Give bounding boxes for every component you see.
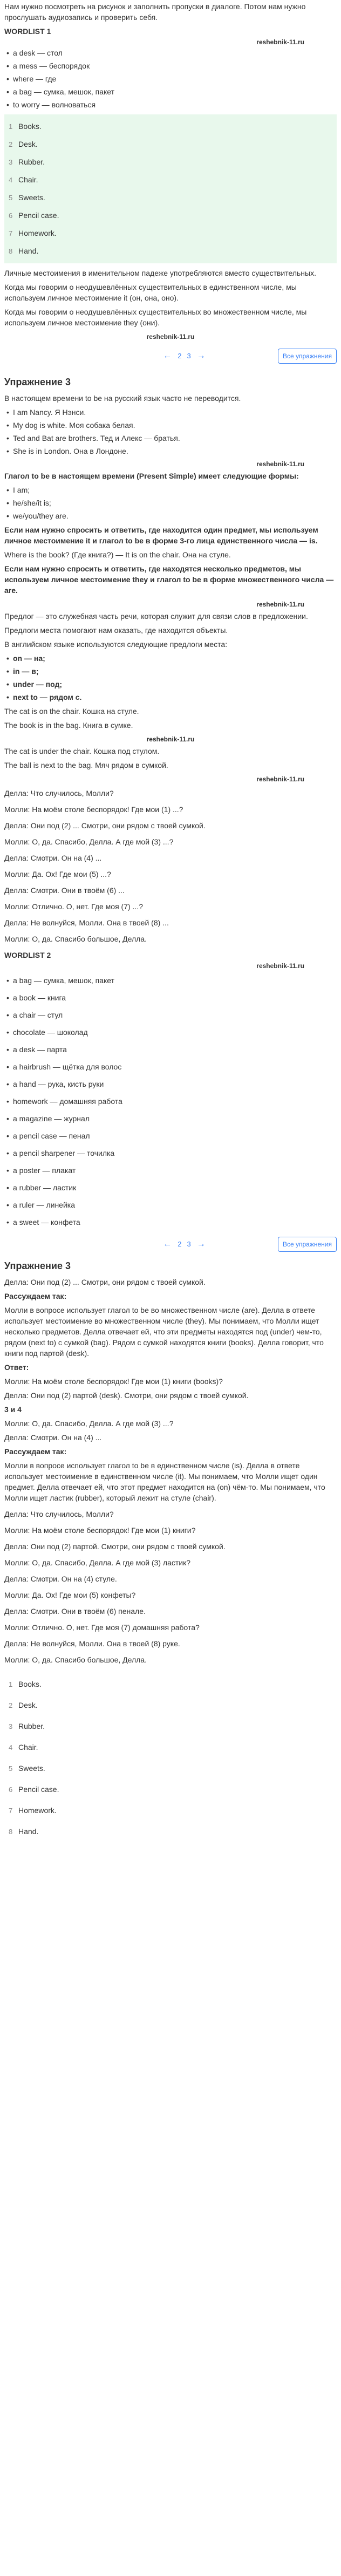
- dialogue-line: Молли: Отлично. О, нет. Где моя (7) ...?: [4, 902, 143, 911]
- dialogue-line: Делла: Смотри. Он на (4) ...: [4, 854, 102, 862]
- dialogue-line: Делла: Смотри. Он на (4) ...: [4, 1433, 102, 1442]
- dialogue-line: Молли: О, да. Спасибо, Делла. А где мой (3) ...?: [4, 1419, 174, 1428]
- prep-definition: Предлоги места помогают нам оказать, где находится объекты.: [4, 626, 228, 635]
- list-item: • a chair — стул: [4, 1009, 337, 1021]
- dialogue-line: Молли: О, да. Спасибо большое, Делла.: [4, 1655, 147, 1664]
- list-item: • a hairbrush — щётка для волос: [4, 1061, 337, 1073]
- answers-box-1: [4, 114, 337, 263]
- page-link-3[interactable]: 3: [187, 1240, 191, 1248]
- watermark: reshebnik-11.ru: [256, 775, 304, 783]
- pager-nav: [162, 1239, 206, 1250]
- dialogue-line: Молли: На моём столе беспорядок! Где мои (1) ...?: [4, 805, 183, 814]
- answer-row: 1 Books.: [9, 1680, 42, 1688]
- answer-row: 5 Sweets.: [9, 193, 45, 202]
- watermark: reshebnik-11.ru: [256, 460, 304, 468]
- prep-example: The cat is under the chair. Кошка под стулом.: [4, 747, 160, 755]
- dialogue-line: Делла: Смотри. Они в твоём (6) ...: [4, 886, 125, 895]
- list-item: • a magazine — журнал: [4, 1113, 337, 1125]
- list-item: • a sweet — конфета: [4, 1216, 337, 1228]
- dialogue-line: Делла: Что случилось, Молли?: [4, 789, 114, 798]
- dialogue-line: Делла: Не волнуйся, Молли. Она в твоей (8) руке.: [4, 1639, 180, 1648]
- reasoning-text: Молли в вопросе использует глагол to be в единственном числе (is). Делла в ответе использует местоимение в единственном числе (it). Мы понимаем, что Молли ищет один предмет. Делла отвечает ей, что этот предмет находится на (on) чём-то. Мы понимаем, что Молли ищет ластик (rubber), который лежит на стуле (chair).: [4, 1461, 325, 1502]
- reasoning-text: Молли в вопросе использует глагол to be во множественном числе (are). Делла в ответе использует местоимение во множественном числе (they). Мы понимаем, что Молли ищет несколько предметов. Делла отвечает ей, что эти предметы находятся под (under) чем-то, рядом (next to) с сумкой (bag). Рядом с сумкой находятся книги (books). Делла говорит, что книги под партой (desk).: [4, 1306, 324, 1358]
- page-link-3[interactable]: 3: [187, 352, 191, 360]
- all-exercises-button[interactable]: Все упражнения: [278, 349, 337, 364]
- reasoning-title: Рассуждаем так:: [4, 1447, 67, 1456]
- dialogue-line: Молли: Отлично. О, нет. Где моя (7) домашняя работа?: [4, 1623, 200, 1632]
- answers-box-2: [4, 1671, 337, 1845]
- answer-line: Делла: Они под (2) партой (desk). Смотри, они рядом с твоей сумкой.: [4, 1391, 249, 1400]
- dialogue-line: Делла: Они под (2) ... Смотри, они рядом с твоей сумкой.: [4, 821, 206, 830]
- list-item: • a poster — плакат: [4, 1164, 337, 1176]
- dialogue-line: Делла: Они под (2) ... Смотри, они рядом с твоей сумкой.: [4, 1278, 206, 1286]
- dialogue-line: Молли: О, да. Спасибо, Делла. А где мой (3) ...?: [4, 837, 174, 846]
- prep-example: The book is in the bag. Книга в сумке.: [4, 721, 133, 730]
- next-arrow-icon[interactable]: →: [196, 1239, 206, 1249]
- page-link-2[interactable]: 2: [178, 352, 182, 360]
- list-item: • we/you/they are.: [4, 510, 337, 521]
- answer-row: 6 Pencil case.: [9, 211, 59, 220]
- list-item: • a mess — беспорядок: [4, 60, 337, 71]
- answer-row: 3 Rubber.: [9, 1722, 45, 1730]
- answer-row: 2 Desk.: [9, 1701, 38, 1709]
- prep-list: [4, 653, 337, 703]
- list-item: • a pencil sharpener — точилка: [4, 1147, 337, 1159]
- dialogue-line: Делла: Не волнуйся, Молли. Она в твоей (8) ...: [4, 918, 169, 927]
- answer-row: 1 Books.: [9, 122, 42, 131]
- list-item: • I am Nancy. Я Нэнси.: [4, 407, 337, 418]
- answer-row: 7 Homework.: [9, 229, 57, 237]
- dialogue-line: Делла: Они под (2) партой. Смотри, они рядом с твоей сумкой.: [4, 1542, 226, 1551]
- wordlist-1: [4, 47, 337, 110]
- all-exercises-button[interactable]: Все упражнения: [278, 1237, 337, 1252]
- page: [0, 1, 341, 2576]
- watermark: reshebnik-11.ru: [256, 601, 304, 608]
- list-item: • homework — домашняя работа: [4, 1095, 337, 1107]
- list-item: • a bag — сумка, мешок, пакет: [4, 86, 337, 97]
- list-item: • next to — рядом с.: [4, 692, 337, 703]
- pagination-middle: [4, 1234, 337, 1255]
- list-item: • My dog is white. Моя собака белая.: [4, 420, 337, 431]
- answer-row: 6 Pencil case.: [9, 1785, 59, 1794]
- rule-text: Когда мы говорим о неодушевлённых существительных во множественном числе, мы используем личное местоимение they (они).: [4, 308, 307, 327]
- intro-text: В настоящем времени to be на русский язык часто не переводится.: [4, 394, 241, 403]
- rule-text: Когда мы говорим о неодушевлённых существительных в единственном числе, мы используем личное местоимение it (он, она, оно).: [4, 283, 297, 302]
- list-item: • on — на;: [4, 653, 337, 664]
- watermark: reshebnik-11.ru: [256, 38, 304, 46]
- prep-example: The cat is on the chair. Кошка на стуле.: [4, 707, 139, 715]
- answer-row: 2 Desk.: [9, 140, 38, 148]
- answer-title: Ответ:: [4, 1363, 29, 1372]
- rule-text: Если нам нужно спросить и ответить, где находится один предмет, мы используем личное местоимение it и глагол to be в форме 3-го лица единственного числа — is.: [4, 526, 318, 545]
- list-item: • a desk — парта: [4, 1044, 337, 1055]
- answer-line: Молли: На моём столе беспорядок! Где мои (1) книги (books)?: [4, 1377, 223, 1386]
- pager-nav: [162, 351, 206, 362]
- prep-list-title: В английском языке используются следующие предлоги места:: [4, 640, 228, 649]
- list-item: • She is in London. Она в Лондоне.: [4, 446, 337, 456]
- rule-text: Если нам нужно спросить и ответить, где находятся несколько предметов, мы используем личное местоимение they и глагол to be в форме множественного числа — are.: [4, 564, 334, 595]
- watermark: reshebnik-11.ru: [256, 962, 304, 970]
- exercise-title: Упражнение 3: [4, 1260, 71, 1271]
- wordlist-2-title: WORDLIST 2: [4, 951, 51, 959]
- dialogue-line: Молли: О, да. Спасибо большое, Делла.: [4, 935, 147, 943]
- watermark: reshebnik-11.ru: [146, 735, 195, 743]
- list-item: • a pencil case — пенал: [4, 1130, 337, 1142]
- dialogue-line: Молли: О, да. Спасибо, Делла. А где мой (3) ластик?: [4, 1558, 190, 1567]
- rule-text: Личные местоимения в именительном падеже употребляются вместо существительных.: [4, 269, 316, 277]
- list-item: • in — в;: [4, 666, 337, 677]
- exercise-title: Упражнение 3: [4, 377, 71, 387]
- dialogue-line: Молли: Да. Ох! Где мои (5) ...?: [4, 870, 111, 878]
- list-item: • Ted and Bat are brothers. Тед и Алекс — братья.: [4, 433, 337, 444]
- list-item: • chocolate — шоколад: [4, 1026, 337, 1038]
- pagination-top: [4, 345, 337, 367]
- next-arrow-icon[interactable]: →: [196, 351, 206, 360]
- wordlist-2: [4, 974, 337, 1228]
- answer-row: 4 Chair.: [9, 1743, 38, 1752]
- dialogue-line: Молли: Да. Ох! Где мои (5) конфеты?: [4, 1591, 136, 1599]
- list-item: • I am;: [4, 485, 337, 495]
- dialogue-line: Делла: Смотри. Он на (4) стуле.: [4, 1575, 117, 1583]
- list-item: • a hand — рука, кисть руки: [4, 1078, 337, 1090]
- reasoning-title: Рассуждаем так:: [4, 1292, 67, 1300]
- list-item: • a desk — стол: [4, 47, 337, 58]
- dialogue: [4, 1509, 337, 1665]
- subsection-title: 3 и 4: [4, 1405, 22, 1414]
- answer-row: 5 Sweets.: [9, 1764, 45, 1773]
- forms-list: [4, 485, 337, 521]
- page-link-2[interactable]: 2: [178, 1240, 182, 1248]
- dialogue-line: Делла: Смотри. Они в твоём (6) пенале.: [4, 1607, 146, 1616]
- prev-arrow-icon[interactable]: ←: [163, 1239, 172, 1249]
- list-item: • under — под;: [4, 679, 337, 690]
- answer-row: 8 Hand.: [9, 1827, 39, 1836]
- prep-example: The ball is next to the bag. Мяч рядом в сумкой.: [4, 761, 168, 769]
- watermark: reshebnik-11.ru: [146, 333, 195, 340]
- list-item: • a bag — сумка, мешок, пакет: [4, 974, 337, 986]
- list-item: • a ruler — линейка: [4, 1199, 337, 1211]
- answer-row: 8 Hand.: [9, 247, 39, 255]
- list-item: • he/she/it is;: [4, 498, 337, 508]
- answer-row: 4 Chair.: [9, 175, 38, 184]
- intro-text: Нам нужно посмотреть на рисунок и заполнить пропуски в диалоге. Потом нам нужно прослушать аудиозапись и проверить себя.: [4, 2, 306, 22]
- dialogue-line: Делла: Что случилось, Молли?: [4, 1510, 114, 1518]
- prep-definition: Предлог — это служебная часть речи, которая служит для связи слов в предложении.: [4, 612, 308, 621]
- forms-title: Глагол to be в настоящем времени (Present Simple) имеет следующие формы:: [4, 472, 299, 480]
- list-item: • a rubber — ластик: [4, 1182, 337, 1194]
- answer-row: 3 Rubber.: [9, 158, 45, 166]
- rule-example: Where is the book? (Где книга?) — It is on the chair. Она на стуле.: [4, 550, 231, 559]
- dialogue: [4, 788, 337, 944]
- answer-row: 7 Homework.: [9, 1806, 57, 1815]
- prev-arrow-icon[interactable]: ←: [163, 351, 172, 360]
- list-item: • where — где: [4, 73, 337, 84]
- list-item: • to worry — волноваться: [4, 99, 337, 110]
- list-item: • a book — книга: [4, 992, 337, 1004]
- dialogue-line: Молли: На моём столе беспорядок! Где мои (1) книги?: [4, 1526, 196, 1535]
- examples-list: [4, 407, 337, 456]
- wordlist-1-title: WORDLIST 1: [4, 27, 51, 36]
